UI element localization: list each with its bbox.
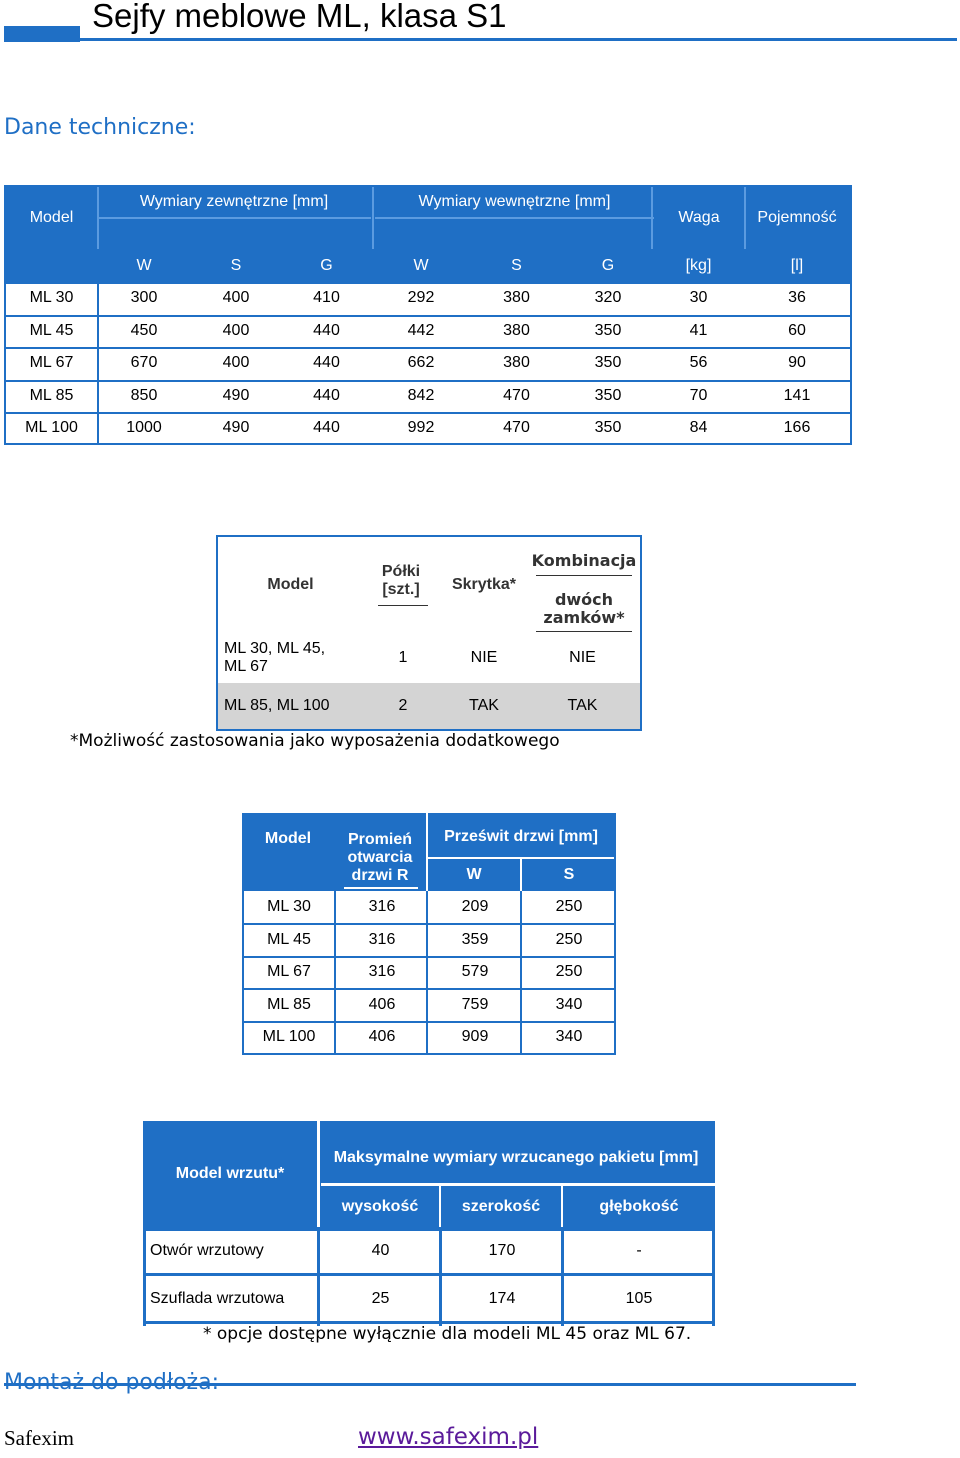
table-cell: 490: [222, 386, 250, 404]
table-cell: 359: [461, 930, 489, 948]
title-accent-bar: [4, 26, 80, 42]
column-divider: [561, 1227, 564, 1326]
column-divider: [97, 282, 99, 445]
table-cell: 320: [594, 289, 622, 307]
table-cell: 450: [130, 321, 158, 339]
table-cell: 380: [503, 289, 530, 307]
table-cell: 670: [130, 354, 158, 372]
table-cell: 2: [398, 697, 408, 714]
table-cell: ML 45: [29, 321, 74, 339]
header-model: Model: [267, 576, 314, 593]
table-cell: 340: [555, 1028, 583, 1046]
table-cell: 60: [788, 321, 806, 339]
table-cell: 141: [783, 386, 811, 404]
column-divider: [614, 891, 616, 1055]
table-cell: 406: [368, 995, 396, 1013]
header-internal-dimensions: Wymiary wewnętrzne [mm]: [375, 187, 654, 217]
subheader-cell: [kg]: [653, 249, 744, 282]
header-model: Model: [242, 813, 334, 865]
table-cell: 250: [555, 963, 583, 981]
table-cell: ML 85, ML 100: [224, 697, 330, 714]
table-cell: 166: [783, 419, 811, 437]
table-cell: 90: [788, 354, 806, 372]
table-cell: Otwór wrzutowy: [150, 1242, 264, 1259]
table-cell: 41: [689, 321, 708, 339]
table-cell: 470: [503, 386, 530, 404]
column-divider: [439, 1227, 442, 1326]
table-cell: 909: [461, 1028, 489, 1046]
table-cell: 316: [368, 963, 396, 981]
table-cell: ML 67: [267, 963, 311, 981]
header-model: Model: [6, 187, 97, 249]
table-cell: 170: [488, 1242, 516, 1259]
table-cell: 250: [555, 930, 583, 948]
header-two-locks: dwóch zamków*: [543, 590, 625, 627]
table-cell: 105: [625, 1290, 653, 1307]
table-cell: 400: [222, 354, 250, 372]
subheader-cell: W: [372, 249, 470, 282]
table-cell: ML 30, ML 45, ML 67: [224, 640, 326, 675]
table-cell: 400: [222, 289, 250, 307]
header-max-dimensions: Maksymalne wymiary wrzucanego pakietu [mm]: [321, 1135, 711, 1181]
column-divider: [143, 1227, 146, 1326]
subheader-cell: W: [97, 249, 191, 282]
table-cell: 442: [407, 321, 435, 339]
table-cell: ML 67: [29, 354, 74, 372]
page-title: Sejfy meblowe ML, klasa S1: [92, 0, 507, 34]
header-radius: Promień otwarcia drzwi R: [338, 825, 422, 891]
subheader-cell: S: [470, 249, 563, 282]
column-divider: [520, 891, 522, 1055]
table-cell: 400: [222, 321, 250, 339]
table-cell: 380: [503, 321, 530, 339]
table-cell: ML 45: [267, 930, 311, 948]
table-cell: 440: [313, 354, 340, 372]
header-slot-model: Model wrzutu*: [143, 1121, 317, 1227]
table-cell: -: [636, 1242, 642, 1259]
table-cell: 380: [503, 354, 530, 372]
table-cell: 440: [313, 386, 340, 404]
subheader-cell: G: [281, 249, 372, 282]
subheader-cell: [l]: [744, 249, 850, 282]
door-dimensions-table: [242, 813, 616, 1055]
table-cell: NIE: [569, 649, 596, 666]
table-cell: 340: [555, 995, 583, 1013]
table-cell: 316: [368, 930, 396, 948]
table-cell: 406: [368, 1028, 396, 1046]
title-underline: [80, 38, 957, 41]
slot-footnote: * opcje dostępne wyłącznie dla modeli ML 45 oraz ML 67.: [203, 1324, 692, 1344]
column-divider: [712, 1227, 715, 1326]
column-divider: [317, 1227, 320, 1326]
header-shelves: Półki [szt.]: [381, 563, 421, 598]
header-capacity: Pojemność: [744, 187, 850, 249]
header-w: W: [428, 859, 520, 891]
table-cell: 992: [407, 419, 435, 437]
deposit-slot-table: [143, 1121, 715, 1326]
table-cell: 350: [594, 354, 622, 372]
header-combination: Kombinacja: [531, 551, 637, 570]
table-cell: 759: [461, 995, 489, 1013]
table-cell: 350: [594, 386, 622, 404]
table-cell: 470: [503, 419, 530, 437]
company-name: Safexim: [4, 1426, 74, 1450]
table-cell: 440: [313, 419, 340, 437]
table-cell: 350: [594, 419, 622, 437]
table-cell: 440: [313, 321, 340, 339]
header-clearance: Prześwit drzwi [mm]: [428, 815, 614, 859]
table-cell: 842: [407, 386, 435, 404]
header-external-dimensions: Wymiary zewnętrzne [mm]: [97, 187, 371, 217]
table-cell: ML 100: [25, 419, 78, 437]
table-cell: 316: [368, 898, 396, 916]
header-s: S: [522, 859, 616, 891]
table-cell: 209: [461, 898, 489, 916]
header-weight: Waga: [654, 187, 744, 249]
table-cell: 250: [555, 898, 583, 916]
table-cell: 850: [130, 386, 158, 404]
table-cell: 490: [222, 419, 250, 437]
table-cell: ML 85: [29, 386, 74, 404]
table-cell: 579: [461, 963, 489, 981]
table-cell: 30: [689, 289, 708, 307]
section-title-mounting: Montaż do podłoża:: [4, 1370, 219, 1395]
subheader-cell: G: [563, 249, 653, 282]
table-cell: 300: [130, 289, 158, 307]
table-cell: 1000: [126, 419, 162, 437]
table-cell: 292: [407, 289, 435, 307]
table-cell: ML 30: [29, 289, 74, 307]
table-cell: ML 85: [267, 995, 311, 1013]
table-cell: 25: [371, 1290, 390, 1307]
column-divider: [242, 891, 244, 1055]
table-cell: 36: [788, 289, 806, 307]
table-cell: 410: [313, 289, 340, 307]
website-link[interactable]: www.safexim.pl: [358, 1424, 539, 1450]
table-cell: 174: [488, 1290, 516, 1307]
table-cell: Szuflada wrzutowa: [150, 1290, 285, 1307]
column-divider: [426, 891, 428, 1055]
section-title: Dane techniczne:: [4, 115, 196, 140]
table-cell: 56: [689, 354, 708, 372]
subheader-cell: S: [191, 249, 281, 282]
header-depth: głębokość: [563, 1186, 715, 1227]
equipment-table: [216, 535, 642, 731]
header-compartment: Skrytka*: [451, 576, 517, 593]
table-cell: 84: [689, 419, 708, 437]
table-cell: TAK: [567, 697, 598, 714]
table-cell: TAK: [469, 697, 499, 714]
table-cell: 1: [398, 649, 408, 666]
table-cell: 70: [689, 386, 708, 404]
table-cell: 350: [594, 321, 622, 339]
equipment-footnote: *Możliwość zastosowania jako wyposażenia dodatkowego: [70, 731, 560, 751]
table-cell: NIE: [470, 649, 498, 666]
table-cell: ML 30: [267, 898, 311, 916]
table-cell: 662: [407, 354, 435, 372]
header-height: wysokość: [321, 1186, 439, 1227]
table-cell: ML 100: [262, 1028, 316, 1046]
table-cell: 40: [371, 1242, 390, 1259]
technical-data-table: [4, 185, 852, 445]
column-divider: [334, 891, 336, 1055]
header-width: szerokość: [441, 1186, 561, 1227]
